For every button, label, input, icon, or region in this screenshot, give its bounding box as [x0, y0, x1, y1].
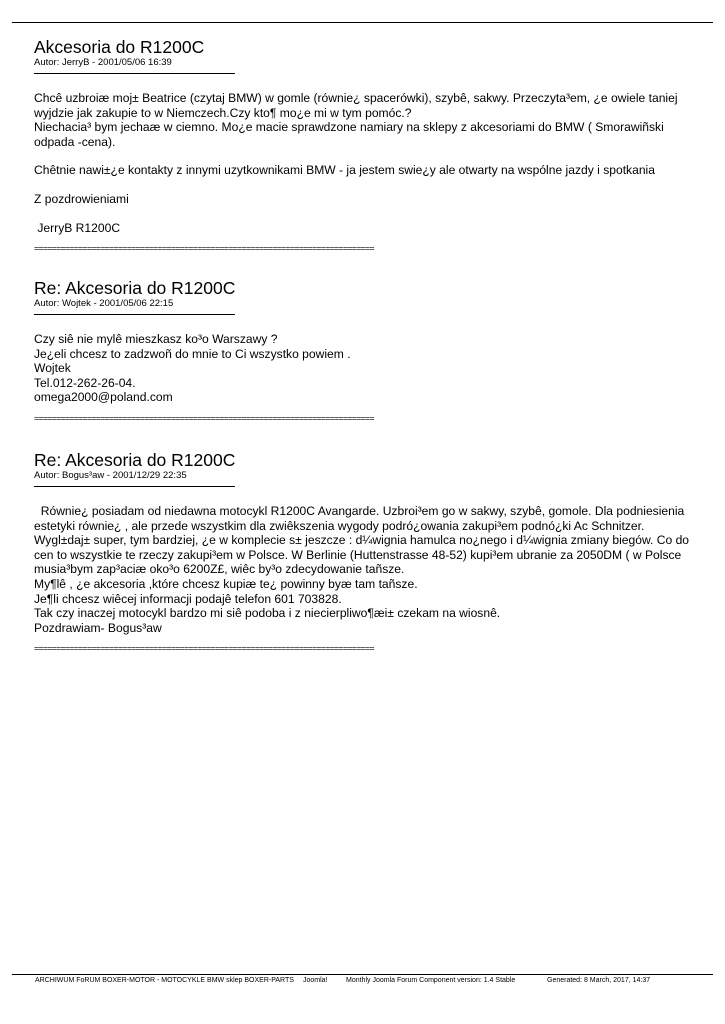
post-paragraph: Chcê uzbroiæ moj± Beatrice (czytaj BMW) w gomle (równie¿ spacerówki), szybê, sakwy. Przeczyta³em, ¿e owiele taniej wyjdzie jak zakupie to w Niemczech.Czy kto¶ mo¿e mi w tym pomóc.? Niechacia³ bym jechaæ w ciemno. Mo¿e macie sprawdzone namiary na sklepy z akcesoriami do BMW ( Smorawiñski odpada -cena). [34, 91, 678, 149]
forum-post [34, 278, 694, 424]
footer-joomla: Joomla! [303, 977, 328, 984]
post-paragraph: Czy siê nie mylê mieszkasz ko³o Warszawy ? Je¿eli chcesz to zadzwoñ do mnie to Ci wszystko powiem . Wojtek Tel.012-262-26-04. omega2000@poland.com [34, 332, 351, 405]
post-body [34, 91, 694, 235]
post-separator: ============================================================================= [34, 412, 374, 423]
post-title: Re: Akcesoria do R1200C [34, 450, 236, 470]
post-separator: ============================================================================= [34, 643, 374, 654]
footer-rule [12, 974, 713, 975]
top-rule [12, 22, 713, 23]
post-body [34, 332, 694, 405]
meta-rule [34, 314, 235, 315]
forum-post [34, 450, 694, 654]
post-meta: Autor: Wojtek - 2001/05/06 22:15 [34, 298, 174, 309]
forum-post [34, 37, 694, 254]
footer-generated-date: Generated: 8 March, 2017, 14:37 [547, 977, 651, 984]
meta-rule [34, 73, 235, 74]
post-meta: Autor: JerryB - 2001/05/06 16:39 [34, 57, 172, 68]
footer-component-version: Monthly Joomla Forum Component version: 1.4 Stable [346, 977, 516, 984]
post-paragraph: JerryB R1200C [34, 220, 121, 235]
post-separator: ============================================================================= [34, 243, 374, 254]
post-meta: Autor: Bogus³aw - 2001/12/29 22:35 [34, 470, 187, 481]
post-paragraph: Równie¿ posiadam od niedawna motocykl R1200C Avangarde. Uzbroi³em go w sakwy, szybê, gomole. Dla podniesienia estetyki równie¿ , ale przede wszystkim dla zwiêkszenia wygody podró¿owania zakupi³em podnó¿ki Ac Schnitzer. Wygl±daj± super, tym bardziej, ¿e w komplecie s± jeszcze : d¼wignia hamulca no¿nego i d¼wignia zmiany biegów. Co do cen to wszystkie te rzeczy zakupi³em w Polsce. W Berlinie (Huttenstrasse 48-52) kupi³em ubranie za 2050DM ( w Polsce musia³bym zap³aciæ oko³o 6200Z£, wiêc by³o zdecydowanie tañsze. My¶lê , ¿e akcesoria ,które chcesz kupiæ te¿ powinny byæ tam tañsze. Je¶li chcesz wiêcej informacji podajê telefon 601 703828. Tak czy inaczej motocykl bardzo mi siê podoba i z niecierpliwo¶æi± czekam na wiosnê. Pozdrawiam- Bogus³aw [34, 504, 690, 635]
post-paragraph: Z pozdrowieniami [34, 191, 129, 206]
post-body [34, 504, 694, 635]
post-paragraph: Chêtnie nawi±¿e kontakty z innymi uzytkownikami BMW - ja jestem swie¿y ale otwarty na wspólne jazdy i spotkania [34, 163, 655, 178]
meta-rule [34, 486, 235, 487]
footer-site-name: ARCHIWUM FoRUM BOXER-MOTOR - MOTOCYKLE BMW sklep BOXER-PARTS [35, 977, 294, 984]
post-title: Re: Akcesoria do R1200C [34, 278, 236, 298]
post-title: Akcesoria do R1200C [34, 37, 205, 57]
